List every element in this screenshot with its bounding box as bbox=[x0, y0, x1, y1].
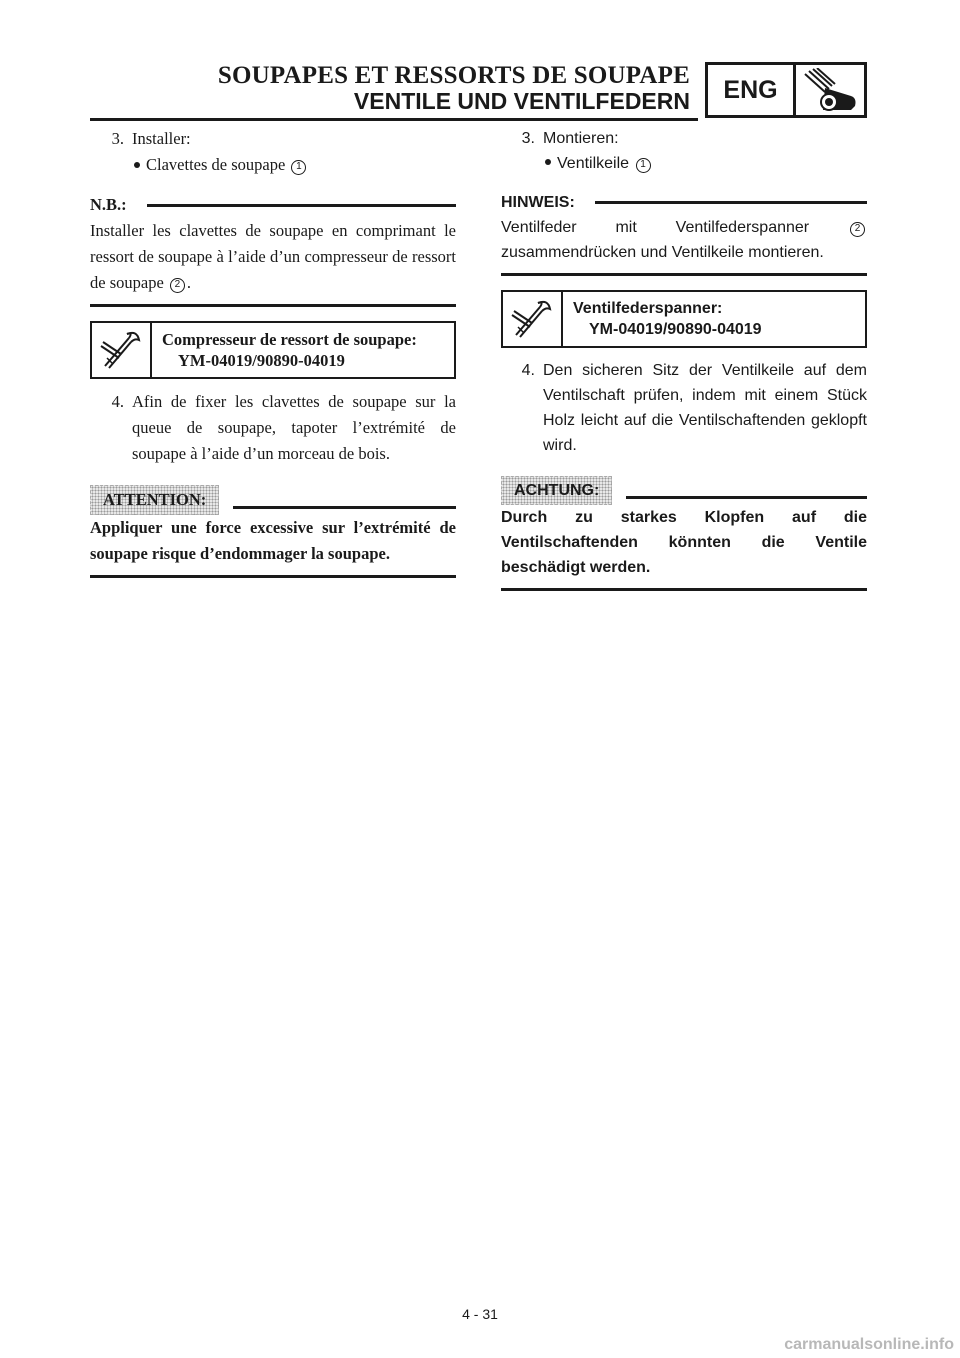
step-number: 4. bbox=[111, 392, 124, 411]
step-number: 3. bbox=[111, 129, 124, 148]
reference-number: 1 bbox=[291, 160, 306, 175]
tool-icon bbox=[503, 292, 563, 346]
reference-number: 1 bbox=[636, 158, 651, 173]
section-code: ENG bbox=[708, 65, 796, 115]
bullet-text: Ventilkeile bbox=[557, 155, 630, 172]
page-title-fr: SOUPAPES ET RESSORTS DE SOUPAPE bbox=[217, 62, 690, 89]
header-rule bbox=[90, 118, 698, 121]
bullet-item-fr bbox=[90, 152, 456, 178]
reference-number: 2 bbox=[170, 278, 185, 293]
note-label: HINWEIS: bbox=[501, 194, 575, 211]
tool-code: YM-04019/90890-04019 bbox=[589, 321, 762, 338]
step-text: Montieren: bbox=[543, 130, 619, 147]
note-text-end: zusammendrücken und Ventilkeile montieren. bbox=[501, 244, 824, 261]
reference-number: 2 bbox=[850, 222, 865, 237]
warning-header-fr bbox=[90, 485, 456, 515]
column-german bbox=[501, 126, 867, 591]
tool-text bbox=[563, 292, 772, 346]
step-4-de bbox=[501, 358, 867, 458]
step-number: 3. bbox=[521, 130, 535, 147]
warning-rule bbox=[626, 496, 867, 499]
watermark: carmanualsonline.info bbox=[784, 1336, 954, 1353]
step-text: Afin de fixer les clavettes de soupape sur la queue de soupape, tapoter l’extrémité de soupape à l’aide d’un morceau de bois. bbox=[132, 392, 456, 463]
tool-icon bbox=[92, 323, 152, 377]
note-text: Ventilfeder mit Ventilfederspanner bbox=[501, 219, 810, 236]
warning-rule bbox=[233, 506, 456, 509]
bullet-text: Clavettes de soupape bbox=[146, 155, 286, 174]
note-body-de bbox=[501, 215, 867, 276]
note-header-fr bbox=[90, 192, 456, 218]
warning-label: ACHTUNG: bbox=[501, 476, 612, 505]
warning-header-de bbox=[501, 476, 867, 505]
bullet-icon bbox=[134, 162, 140, 168]
note-rule bbox=[147, 204, 456, 207]
note-text: Installer les clavettes de soupape en comprimant le ressort de soupape à l’aide d’un compresseur de ressort de soupape bbox=[90, 221, 456, 292]
note-body-fr bbox=[90, 218, 456, 307]
bullet-item-de bbox=[501, 151, 867, 176]
note-header-de bbox=[501, 190, 867, 215]
note-label: N.B.: bbox=[90, 195, 127, 214]
step-3-fr bbox=[90, 126, 456, 152]
column-french bbox=[90, 126, 456, 578]
step-4-fr bbox=[90, 389, 456, 467]
tool-name: Ventilfederspanner: bbox=[573, 300, 723, 317]
special-tool-box-fr bbox=[90, 321, 456, 379]
special-tool-box-de bbox=[501, 290, 867, 348]
tool-text bbox=[152, 323, 427, 377]
bullet-icon bbox=[545, 159, 551, 165]
warning-body-fr: Appliquer une force excessive sur l’extrémité de soupape risque d’endommager la soupape. bbox=[90, 515, 456, 578]
tool-name: Compresseur de ressort de soupape: bbox=[162, 330, 417, 349]
section-badge bbox=[705, 62, 867, 118]
step-3-de bbox=[501, 126, 867, 151]
tool-code: YM-04019/90890-04019 bbox=[178, 351, 345, 370]
note-text-end: . bbox=[186, 273, 192, 292]
warning-label: ATTENTION: bbox=[90, 485, 219, 515]
engine-icon bbox=[796, 65, 864, 115]
warning-body-de: Durch zu starkes Klopfen auf die Ventilschaftenden könnten die Ventile beschädigt werden. bbox=[501, 505, 867, 591]
step-text: Installer: bbox=[132, 129, 191, 148]
page-title-de: VENTILE UND VENTILFEDERN bbox=[353, 88, 690, 114]
page-number: 4 - 31 bbox=[462, 1306, 498, 1322]
step-text: Den sicheren Sitz der Ventilkeile auf dem Ventilschaft prüfen, indem mit einem Stück Holz leicht auf die Ventilschaftenden geklopft wird. bbox=[543, 362, 867, 454]
step-number: 4. bbox=[521, 362, 535, 379]
note-rule bbox=[595, 201, 867, 204]
